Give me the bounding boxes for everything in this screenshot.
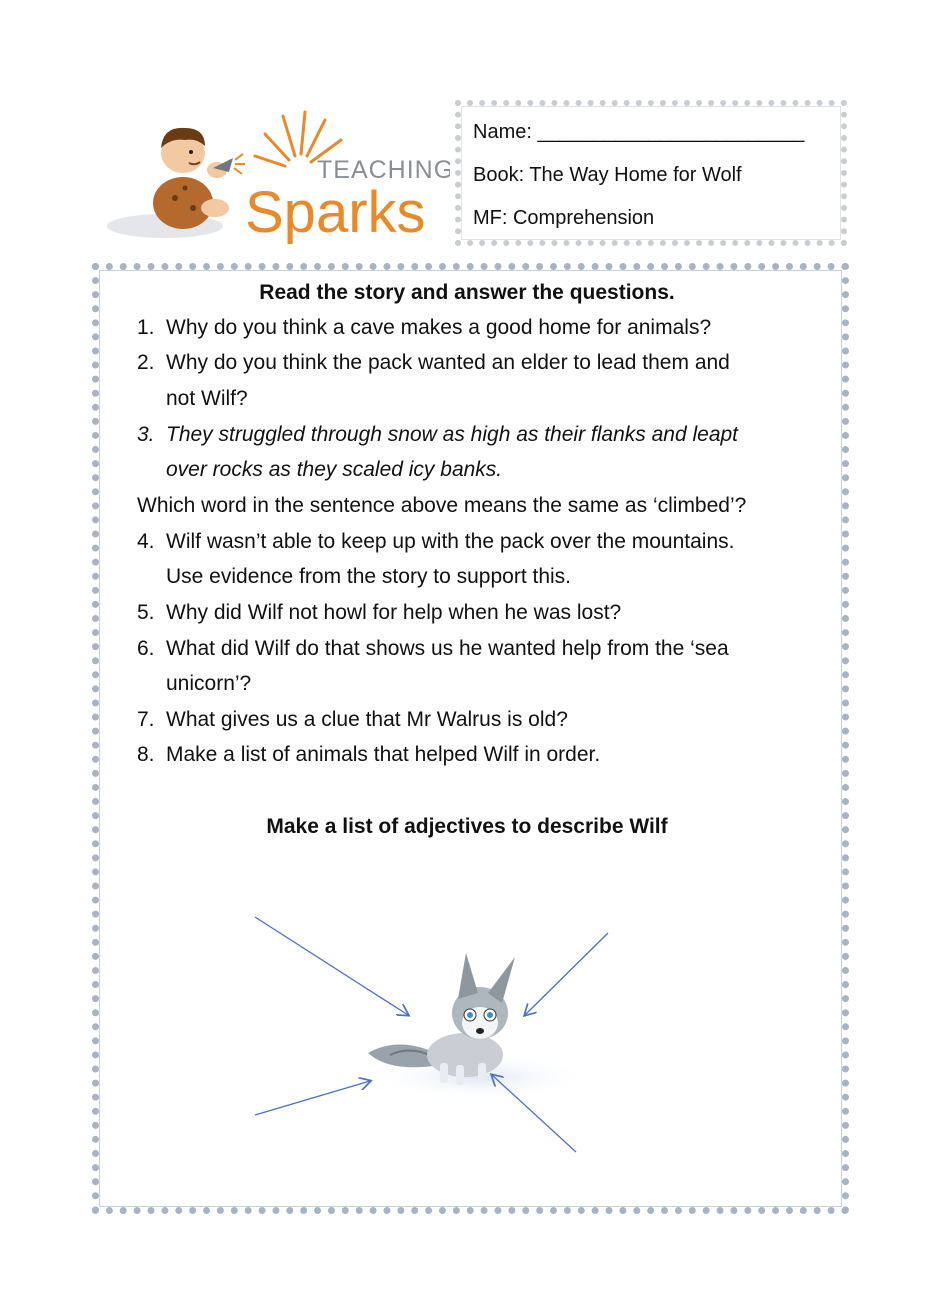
quoted-sentence: over rocks as they scaled icy banks. [166, 458, 503, 481]
question-text: Why did Wilf not howl for help when he was lost? [166, 601, 622, 624]
logo-sparks-text: Sparks [245, 180, 426, 245]
adjectives-heading: Make a list of adjectives to describe Wilf [266, 815, 668, 838]
arrow-bottom-left [255, 1081, 370, 1115]
question-text: Use evidence from the story to support this. [166, 565, 572, 588]
question-text: Which word in the sentence above means the same as ‘climbed’? [137, 494, 747, 517]
question-number: 1. [137, 316, 155, 339]
logo-teaching-text: TEACHING [317, 156, 450, 184]
question-number: 6. [137, 637, 155, 660]
question-text: not Wilf? [166, 387, 248, 410]
question-text: Wilf wasn’t able to keep up with the pack over the mountains. [166, 530, 735, 553]
student-info-box [455, 100, 847, 246]
name-field[interactable]: Name: ________________________ [473, 121, 805, 143]
mf-label: MF: Comprehension [473, 207, 655, 229]
quoted-sentence: They struggled through snow as high as their flanks and leapt [166, 423, 739, 446]
question-number: 7. [137, 708, 155, 731]
question-text: What did Wilf do that shows us he wanted help from the ‘sea [166, 637, 729, 660]
question-number: 2. [137, 351, 155, 374]
question-number: 4. [137, 530, 155, 553]
question-text: Why do you think a cave makes a good home for animals? [166, 316, 712, 339]
question-text: What gives us a clue that Mr Walrus is old? [166, 708, 568, 731]
question-number: 3. [137, 423, 155, 446]
caveman-illustration [153, 128, 245, 229]
arrow-top-left [255, 917, 408, 1015]
teaching-sparks-logo [105, 108, 450, 248]
book-title: Book: The Way Home for Wolf [473, 164, 742, 186]
arrow-top-right [525, 933, 608, 1015]
wolf-adjective-diagram [240, 905, 630, 1165]
question-text: Why do you think the pack wanted an elder to lead them and [166, 351, 730, 374]
worksheet-heading: Read the story and answer the questions. [259, 281, 675, 304]
question-text: unicorn’? [166, 672, 252, 695]
question-number: 8. [137, 743, 155, 766]
question-number: 5. [137, 601, 155, 624]
question-text: Make a list of animals that helped Wilf in order. [166, 743, 601, 766]
